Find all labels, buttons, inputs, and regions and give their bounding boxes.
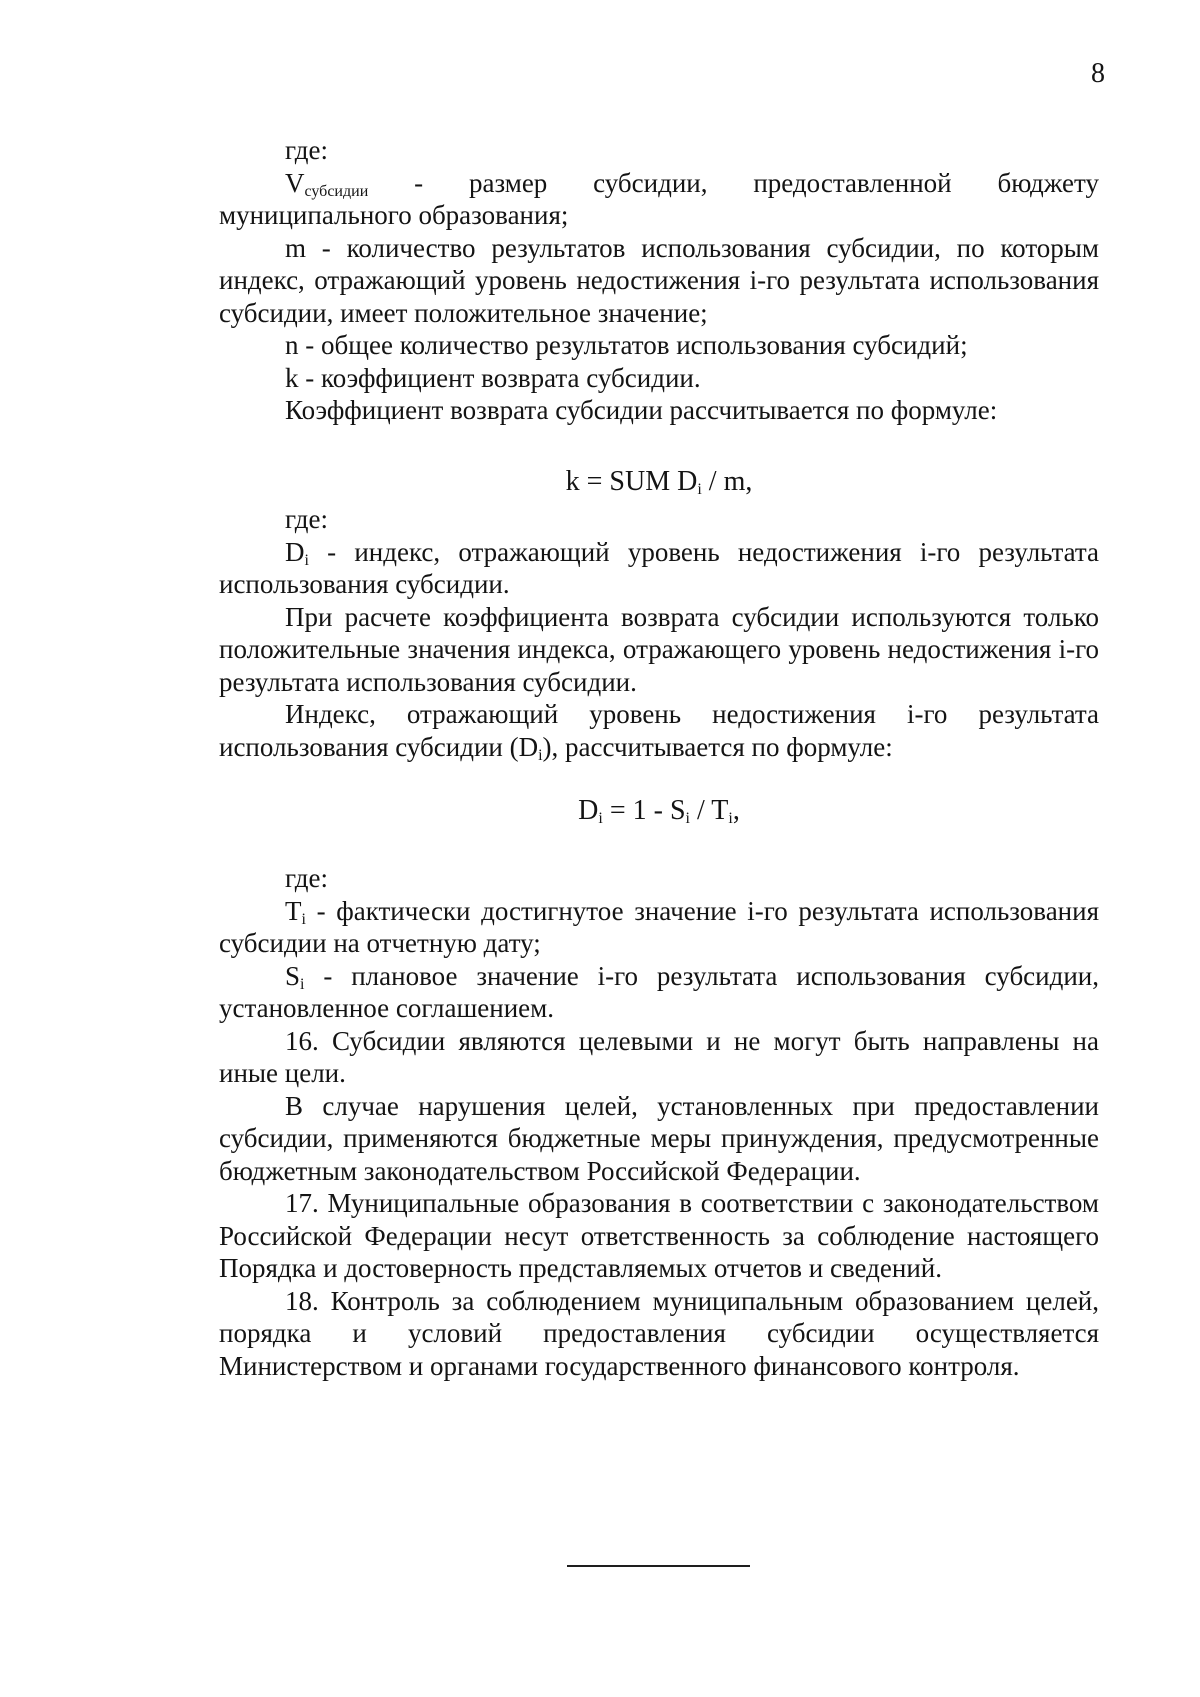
v-definition [219, 167, 1099, 232]
end-divider [567, 1565, 750, 1567]
formula-k [219, 465, 1099, 499]
formula-d-div: / T [689, 795, 729, 826]
formula-d-mid: = 1 - S [602, 795, 686, 826]
paragraph-18: 18. Контроль за соблюдением муниципальным образованием целей, порядка и условий предоставления субсидии осуществляется Министерством и органами государственного финансового контроля. [219, 1285, 1099, 1381]
s-subscript: i [300, 975, 305, 993]
d-subscript: i [304, 551, 309, 569]
s-definition [219, 960, 1099, 1025]
where-label: где: [285, 135, 328, 165]
k-formula-intro: Коэффициент возврата субсидии рассчитывается по формуле: [285, 395, 998, 425]
definitions-block-3 [219, 862, 1099, 1382]
formula-k-left: k = SUM D [565, 466, 698, 497]
paragraph-16: 16. Субсидии являются целевыми и не могут быть направлены на иные цели. [219, 1025, 1099, 1088]
definitions-block-1 [219, 134, 1099, 427]
formula-t-sub: i [728, 810, 733, 827]
paragraph-17: 17. Муниципальные образования в соответствии с законодательством Российской Федерации несут ответственность за соблюдение настоящего Порядка и достоверность представляемых отчетов и сведений. [219, 1188, 1099, 1283]
formula-s-sub: i [685, 810, 690, 827]
index-intro-text-end: ), рассчитывается по формуле: [542, 731, 893, 762]
n-definition: n - общее количество результатов использования субсидий; [285, 330, 968, 360]
where-label: где: [285, 863, 328, 893]
s-symbol: S [285, 960, 301, 991]
paragraph-16-violation: В случае нарушения целей, установленных при предоставлении субсидии, применяются бюджетные меры принуждения, предусмотренные бюджетным законодательством Российской Федерации. [219, 1090, 1099, 1186]
where-label: где: [285, 504, 328, 534]
k-definition: k - коэффициент возврата субсидии. [285, 362, 701, 393]
formula-d-end: , [732, 795, 740, 826]
t-description: - фактически достигнутое значение i-го результата использования субсидии на отчетную дату; [219, 895, 1099, 958]
s-description: - плановое значение i-го результата использования субсидии, установленное соглашением. [219, 960, 1099, 1023]
v-subscript: субсидии [304, 182, 369, 200]
formula-k-sub: i [697, 481, 702, 498]
v-description: - размер субсидии, предоставленной бюджету муниципального образования; [219, 167, 1099, 230]
index-formula-intro [219, 698, 1099, 763]
index-intro-sub: i [538, 746, 543, 764]
t-subscript: i [301, 910, 306, 928]
d-symbol: D [285, 536, 305, 567]
formula-d [219, 794, 1099, 828]
v-symbol: V [285, 167, 305, 198]
definitions-block-2 [219, 503, 1099, 763]
formula-d-symbol: D [578, 795, 599, 826]
positive-values-note: При расчете коэффициента возврата субсидии используются только положительные значения индекса, отражающего уровень недостижения i-го результата использования субсидии. [219, 601, 1099, 697]
d-description: - индекс, отражающий уровень недостижения i-го результата использования субсидии. [219, 536, 1099, 599]
index-intro-text: Индекс, отражающий уровень недостижения i-го результата использования субсидии (D [219, 699, 1099, 762]
t-definition [219, 895, 1099, 960]
m-definition: m - количество результатов использования субсидии, по которым индекс, отражающий уровень недостижения i-го результата использования субсидии, имеет положительное значение; [219, 232, 1099, 328]
formula-k-right: / m, [701, 466, 753, 497]
t-symbol: T [285, 895, 302, 926]
page-number: 8 [1091, 58, 1105, 89]
d-definition [219, 536, 1099, 601]
formula-d-sub: i [598, 810, 603, 827]
